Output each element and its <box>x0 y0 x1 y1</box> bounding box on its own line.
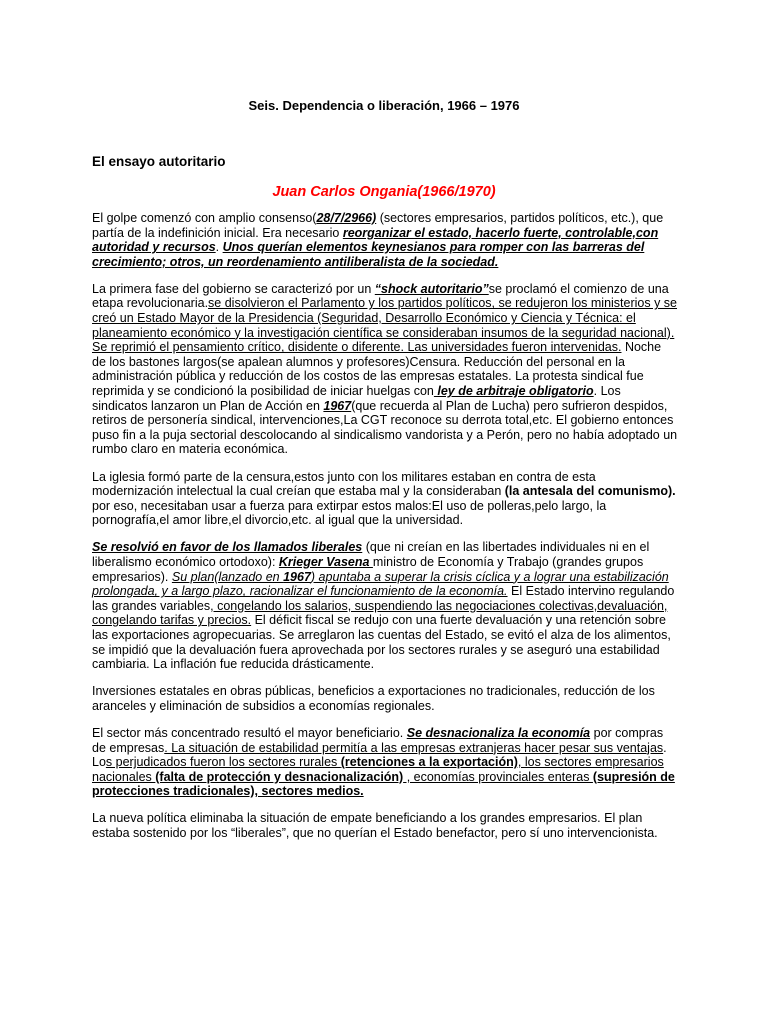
paragraph-2 <box>92 282 678 457</box>
text-run: La primera fase del gobierno se caracterizó por un <box>92 281 375 296</box>
bold-proteccion: (falta de protección y desnacionalización) <box>155 769 404 784</box>
bold-antesala: (la antesala del comunismo). <box>504 484 676 499</box>
emphasis-keynesian: Unos querían elementos keynesianos para romper con las barreras del crecimiento; otros, un reordenamiento antiliberalista de la sociedad. <box>92 240 645 269</box>
underlined-run: , los sectores empresarios nacionales <box>92 755 664 784</box>
subheading-ongania: Juan Carlos Ongania(1966/1970) <box>272 184 496 200</box>
italic-run: Su plan(lanzado en <box>171 569 284 584</box>
text-run: por eso, necesitaban usar a fuerza para extirpar estos malos:El uso de polleras,pelo largo, la pornografía,el amor libre,el divorcio,etc. al igual que la universidad. <box>92 498 607 528</box>
underlined-run: s perjudicados fueron los sectores rurales <box>105 755 341 770</box>
emphasis-krieger: Krieger Vasena <box>278 554 373 569</box>
paragraph-5: Inversiones estatales en obras públicas, beneficios a exportaciones no tradicionales, reducción de los aranceles y eliminación de subsidios a economías regionales. <box>92 684 655 713</box>
year-1967: 1967 <box>283 569 311 584</box>
text-run: (que recuerda al Plan de Lucha) pero sufrieron despidos, retiros de personería sindical, intervenciones,La CGT reconoce su derrota total,etc. El gobierno entonces puso fin a la puja sectorial descolocando al sindicalismo vandorista y a Perón, pero no había adoptado un rumbo claro en materia económica. <box>92 398 678 457</box>
underlined-run: , congelando los salarios, suspendiendo las negociaciones colectivas,devaluación, congelando tarifas y precios. <box>92 598 668 628</box>
emphasis-desnacionaliza: Se desnacionaliza la economía <box>406 725 591 740</box>
text-run: (que ni creían en las libertades individuales ni en el liberalismo económico ortodoxo): <box>92 540 650 569</box>
emphasis-liberales: Se resolvió en favor de los llamados liberales <box>92 540 363 555</box>
text-run: El Estado intervino regulando las grandes variables <box>92 584 675 613</box>
text-run: Noche de los bastones largos(se apalean alumnos y profesores)Censura. Reducción del personal en la administración pública y reducción de los costos de las empresas estatales. La protesta sindical fue reprimida y se condicionó la posibilidad de iniciar huelgas con <box>92 340 662 399</box>
paragraph-1 <box>92 211 678 269</box>
text-run: La iglesia formó parte de la censura,estos junto con los militares estaban en contra de esta modernización intelectual la cual creían que estaba mal y la consideraban <box>92 469 596 499</box>
emphasis-shock: “shock autoritario” <box>374 281 489 296</box>
emphasis-reorganize: reorganizar el estado, hacerlo fuerte, controlable,con autoridad y recursos <box>92 225 659 255</box>
text-run: . Los sindicatos lanzaron un Plan de Acción en <box>92 384 621 413</box>
text-run: . <box>215 240 223 255</box>
bold-retenciones: (retenciones a la exportación) <box>340 755 518 770</box>
underlined-run: se disolvieron el Parlamento y los partidos políticos, se redujeron los ministerios y se creó un Estado Mayor de la Presidencia (Seguridad, Desarrollo Económico y Ciencia y Técnica: el planeamiento económico y la investigación científica se consideraban insumos de la seguridad nacional). Se reprimió el pensamiento crítico, disidente o diferente. Las universidades fueron intervenidas. <box>92 296 678 355</box>
text-run: por compras de empresas <box>92 725 664 755</box>
paragraph-4 <box>92 540 678 671</box>
year-1967: 1967 <box>323 398 352 413</box>
paragraph-7: La nueva política eliminaba la situación de empate beneficiando a los grandes empresarios. El plan estaba sostenido por los “liberales”, que no querían el Estado benefactor, pero sí uno intervencionista. <box>92 811 658 840</box>
text-run: (sectores empresarios, partidos políticos, etc.), que partía de la indefinición inicial. Era necesario <box>92 211 664 240</box>
document-title: Seis. Dependencia o liberación, 1966 – 1976 <box>248 98 520 113</box>
text-run: El déficit fiscal se redujo con una fuerte devaluación y una retención sobre las exportaciones agropecuarias. Se arreglaron las cuentas del Estado, se evitó el alza de los alimentos, se impidió que la devaluación fuera aprovechada por los sectores rurales y se aseguró una estabilidad cambiaria. La inflación fue reducida drásticamente. <box>92 613 671 672</box>
italic-run: ) apuntaba a superar la crisis cíclica y a lograr una estabilización prolongada, y a largo plazo, racionalizar el funcionamiento de la economía. <box>92 569 669 599</box>
coup-date: 28/7/2966) <box>316 211 377 225</box>
text-run: El golpe comenzó con amplio consenso( <box>92 211 317 225</box>
text-run: El sector más concentrado resultó el mayor beneficiario. <box>92 725 407 740</box>
bold-supresion: (supresión de protecciones tradicionales), sectores medios. <box>92 769 675 799</box>
underlined-run: . La situación de estabilidad permitía a las empresas extranjeras hacer pesar sus ventajas <box>164 740 664 755</box>
text-run: se proclamó el comienzo de una etapa revolucionaria. <box>92 281 669 311</box>
text-run: . Lo <box>92 740 667 770</box>
paragraph-6 <box>92 726 678 799</box>
paragraph-3 <box>92 470 678 528</box>
body-text <box>92 211 678 853</box>
underlined-run: , economías provinciales enteras <box>403 769 593 784</box>
section-heading: El ensayo autoritario <box>92 154 226 169</box>
emphasis-ley: ley de arbitraje obligatorio <box>433 384 594 399</box>
text-run: ministro de Economía y Trabajo (grandes grupos empresarios). <box>92 554 644 584</box>
